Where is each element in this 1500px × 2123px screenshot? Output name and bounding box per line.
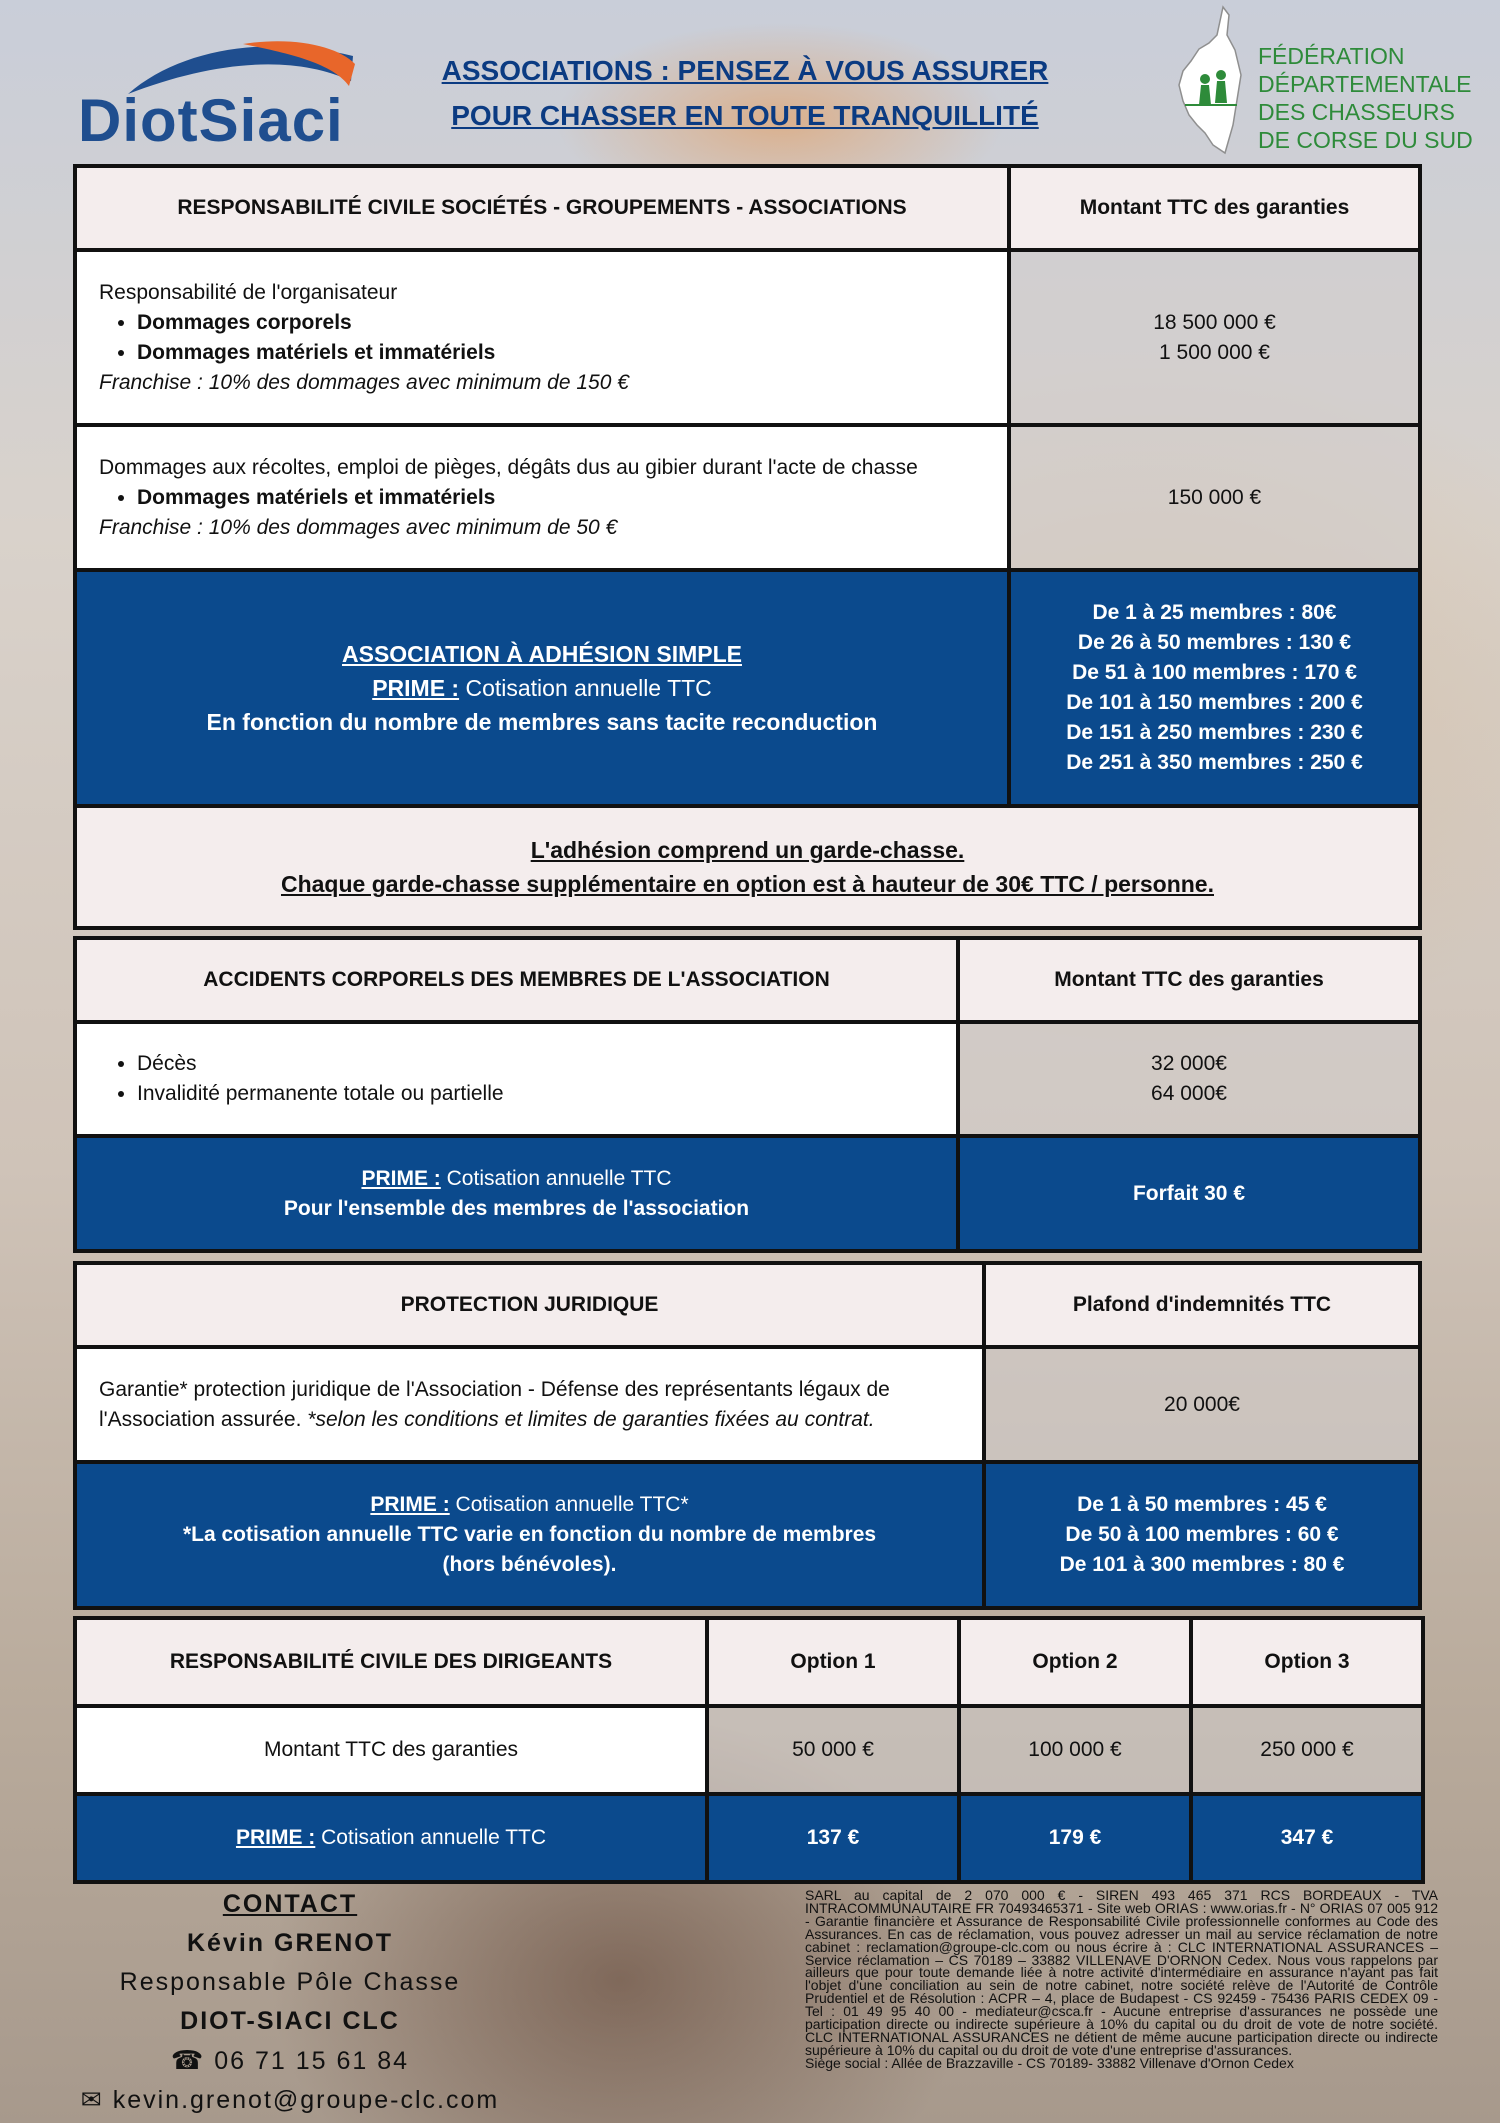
legal-notice [805, 1889, 1438, 2070]
prime-text: Cotisation annuelle TTC [446, 1166, 672, 1190]
title-line-2: POUR CHASSER EN TOUTE TRANQUILLITÉ [451, 100, 1039, 131]
accident-bullet: • Invalidité permanente totale ou partielle [137, 1079, 934, 1109]
diotsiaci-logo [78, 36, 358, 154]
prime-detail: Pour l'ensemble des membres de l'association [283, 1196, 750, 1220]
legal-premium-cell [75, 1462, 984, 1608]
federation-line: DÉPARTEMENTALE [1258, 71, 1472, 97]
legal-header-left: PROTECTION JURIDIQUE [75, 1263, 984, 1347]
federation-line: FÉDÉRATION [1258, 43, 1405, 69]
phone-icon: ☎ [170, 2045, 206, 2075]
contact-role: Responsable Pôle Chasse [119, 1968, 461, 1996]
tier-value: De 251 à 350 membres : 250 € [1066, 751, 1363, 774]
option-premium: 179 € [959, 1794, 1191, 1882]
legal-protection-table [73, 1261, 1422, 1610]
note-line: Chaque garde-chasse supplémentaire en option est à hauteur de 30€ TTC / personne. [280, 871, 1214, 897]
title-line-1: ASSOCIATIONS : PENSEZ À VOUS ASSURER [441, 55, 1049, 86]
accident-table [73, 936, 1422, 1253]
rc-row2-amount: 150 000 € [1009, 425, 1420, 570]
contact-block [55, 1885, 525, 2120]
accident-bullet: • Décès [137, 1049, 934, 1079]
corsica-map-icon [1175, 5, 1255, 155]
rc-table [73, 164, 1422, 930]
option-amount: 250 000 € [1191, 1706, 1423, 1794]
prime-detail: (hors bénévoles). [442, 1553, 617, 1576]
rc-row1-bullet: Dommages matériels et immatériels [137, 340, 496, 364]
rc-row1-amounts [1009, 250, 1420, 425]
prime-label: PRIME : [372, 675, 460, 701]
legal-amount: 20 000€ [984, 1347, 1420, 1462]
tier-value: De 1 à 50 membres : 45 € [1077, 1493, 1327, 1516]
option-amount: 100 000 € [959, 1706, 1191, 1794]
contact-email[interactable] [55, 2081, 525, 2120]
federation-name [1258, 42, 1473, 154]
amount-value: 18 500 000 € [1153, 310, 1276, 334]
legal-text: Garantie* protection juridique de l'Association - Défense des représentants légaux de l'Association assurée. [99, 1377, 890, 1431]
game-warden-note [75, 806, 1420, 928]
rc-row-harvest-damage [75, 425, 1009, 570]
directors-table [73, 1616, 1425, 1884]
rc-row2-franchise: Franchise : 10% des dommages avec minimum de 50 € [99, 515, 618, 539]
legal-header-right: Plafond d'indemnités TTC [984, 1263, 1420, 1347]
contact-title: CONTACT [222, 1890, 358, 1918]
legal-premium-tiers [984, 1462, 1420, 1608]
rc-row2-intro: Dommages aux récoltes, emploi de pièges, dégâts dus au gibier durant l'acte de chasse [99, 455, 918, 479]
rc-row2-bullet: Dommages matériels et immatériels [137, 485, 496, 509]
rc-row-organizer [75, 250, 1009, 425]
accident-coverage-list [75, 1022, 958, 1136]
accident-premium-cell [75, 1136, 958, 1251]
tier-value: De 51 à 100 membres : 170 € [1072, 661, 1357, 684]
tier-value: De 50 à 100 membres : 60 € [1065, 1523, 1339, 1546]
option-header: Option 2 [959, 1618, 1191, 1706]
tier-value: De 101 à 300 membres : 80 € [1059, 1553, 1345, 1576]
legal-text-italic: *selon les conditions et limites de garanties fixées au contrat. [307, 1407, 875, 1431]
directors-premium-label [75, 1794, 707, 1882]
phone-number[interactable]: 06 71 15 61 84 [214, 2047, 410, 2075]
option-header: Option 3 [1191, 1618, 1423, 1706]
prime-label: PRIME : [361, 1166, 441, 1190]
prime-text: Cotisation annuelle TTC* [455, 1493, 689, 1516]
logo-text: DiotSiaci [78, 87, 344, 154]
amount-value: 1 500 000 € [1159, 340, 1270, 364]
accident-header-left: ACCIDENTS CORPORELS DES MEMBRES DE L'ASSOCIATION [75, 938, 958, 1022]
federation-line: DE CORSE DU SUD [1258, 127, 1473, 153]
accident-amounts [958, 1022, 1420, 1136]
contact-name: Kévin GRENOT [187, 1929, 393, 1957]
note-line: L'adhésion comprend un garde-chasse. [530, 837, 965, 863]
option-amount: 50 000 € [707, 1706, 959, 1794]
page-title [380, 48, 1110, 138]
legal-notice-text: SARL au capital de 2 070 000 € - SIREN 493 465 371 RCS BORDEAUX - TVA INTRACOMMUNAUTAIRE FR 70493465371 - Site web ORIAS : www.orias.fr - N° ORIAS 07 005 912 - Garantie financière et Assurance de Responsabilité Civile professionnelle conformes au Code des Assurances. En cas de réclamation, vous pouvez adresser un mail au service réclamation de notre cabinet : reclamation@groupe-clc.com ou nous écrire à : CLC INTERNATIONAL ASSURANCES – Service réclamation – CS 70189 – 33882 VILLENAVE D'ORNON Cedex. Nous vous rappelons par ailleurs que pour toute demande liée à notre activité d'intermédiaire en assurance n'ayant pas fait l'objet d'une conciliation au sein de notre cabinet, notre société relève de l'Autorité de Contrôle Prudentiel et de Résolution : ACPR – 4, place de Budapest - CS 92459 - 75436 PARIS CEDEX 09 - Tel : 01 49 95 40 00 - mediateur@csca.fr - Aucune entreprise d'assurances ne possède une participation directe ou indirecte supérieure à 10% du capital ou du droit de vote de notre société. CLC INTERNATIONAL ASSURANCES ne détient de même aucune participation directe ou indirecte supérieure à 10% du capital ou du droit de vote d'une entreprise d'assurances. [805, 1887, 1438, 2058]
tier-value: De 151 à 250 membres : 230 € [1066, 721, 1363, 744]
prime-text: Cotisation annuelle TTC [321, 1826, 547, 1849]
directors-amount-label: Montant TTC des garanties [75, 1706, 707, 1794]
rc-row1-bullet: Dommages corporels [137, 310, 352, 334]
rc-header-right: Montant TTC des garanties [1009, 166, 1420, 250]
tier-value: De 1 à 25 membres : 80€ [1092, 601, 1337, 624]
tier-value: De 26 à 50 membres : 130 € [1077, 631, 1352, 654]
premium-title: ASSOCIATION À ADHÉSION SIMPLE [342, 641, 742, 667]
legal-coverage-text [75, 1347, 984, 1462]
email-address[interactable]: kevin.grenot@groupe-clc.com [112, 2086, 500, 2114]
directors-header-left: RESPONSABILITÉ CIVILE DES DIRIGEANTS [75, 1618, 707, 1706]
accident-header-right: Montant TTC des garanties [958, 938, 1420, 1022]
rc-row1-intro: Responsabilité de l'organisateur [99, 280, 398, 304]
rc-row1-franchise: Franchise : 10% des dommages avec minimum de 150 € [99, 370, 629, 394]
premium-detail: En fonction du nombre de membres sans tacite reconduction [206, 709, 878, 735]
prime-label: PRIME : [370, 1493, 450, 1516]
federation-line: DES CHASSEURS [1258, 99, 1455, 125]
amount-value: 64 000€ [1151, 1082, 1227, 1105]
option-premium: 347 € [1191, 1794, 1423, 1882]
registered-office: Siège social : Allée de Brazzaville - CS 70189- 33882 Villenave d'Ornon Cedex [805, 2054, 1294, 2071]
option-premium: 137 € [707, 1794, 959, 1882]
contact-phone[interactable] [55, 2041, 525, 2081]
accident-prime-amount: Forfait 30 € [958, 1136, 1420, 1251]
rc-header-left: RESPONSABILITÉ CIVILE SOCIÉTÉS - GROUPEMENTS - ASSOCIATIONS [75, 166, 1009, 250]
rc-premium-tiers [1009, 570, 1420, 806]
option-header: Option 1 [707, 1618, 959, 1706]
prime-label: PRIME : [235, 1826, 316, 1849]
tier-value: De 101 à 150 membres : 200 € [1066, 691, 1363, 714]
prime-detail: *La cotisation annuelle TTC varie en fonction du nombre de membres [182, 1523, 877, 1546]
prime-text: Cotisation annuelle TTC [465, 675, 712, 701]
contact-company: DIOT-SIACI CLC [180, 2007, 400, 2035]
amount-value: 32 000€ [1151, 1052, 1227, 1075]
rc-premium-cell [75, 570, 1009, 806]
envelope-icon: ✉ [80, 2086, 104, 2114]
